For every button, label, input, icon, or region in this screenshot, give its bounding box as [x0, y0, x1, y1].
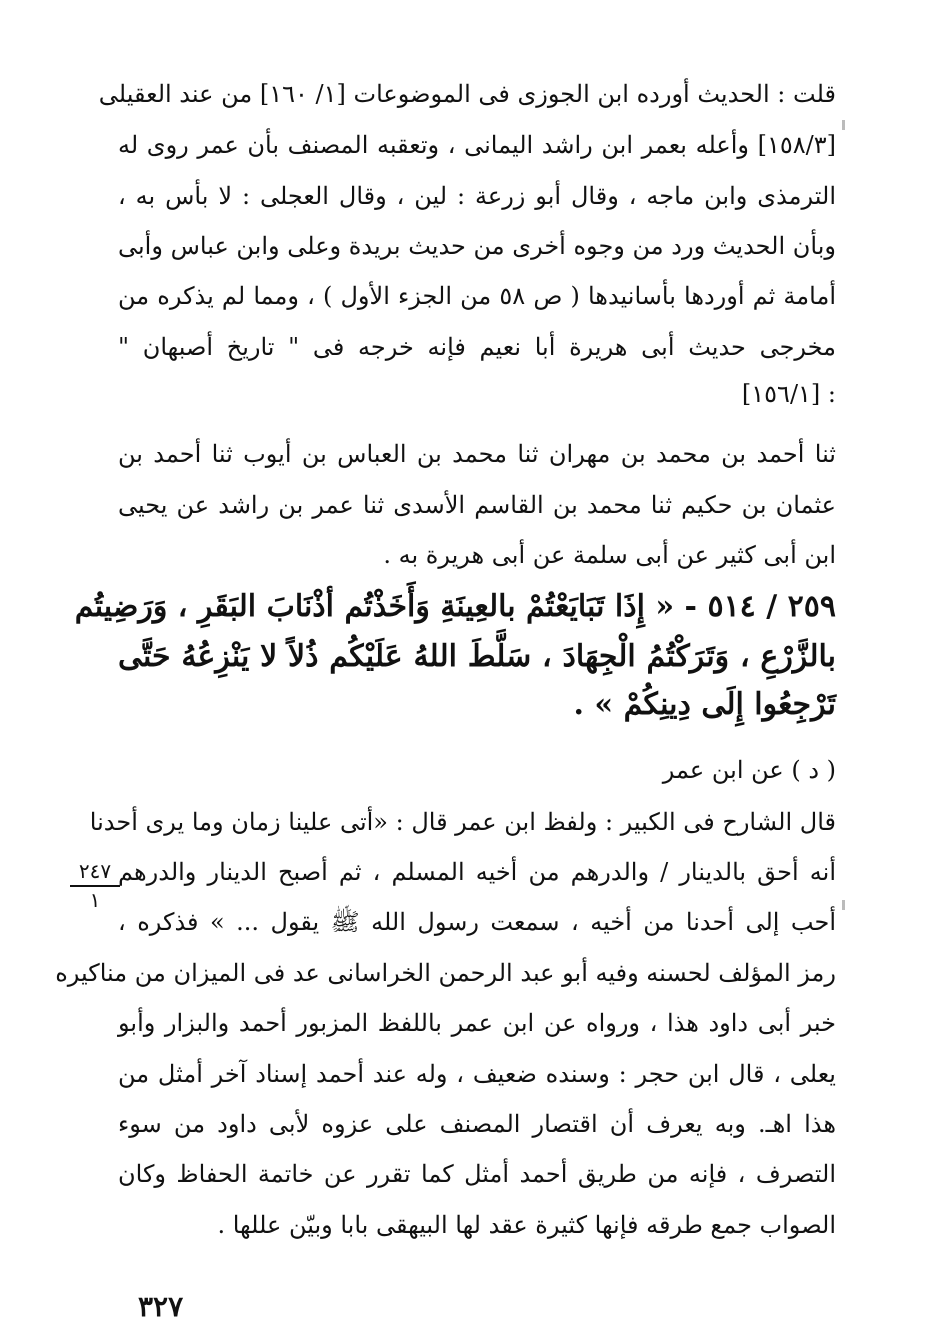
- scan-mark: [842, 120, 845, 130]
- commentary-line: هذا اهـ. وبه يعرف أن اقتصار المصنف على عزوه لأبى داود من سوء: [118, 1110, 836, 1138]
- commentary-line: أنه أحق بالدينار / والدرهم من أخيه المسلم ، ثم أصبح الدينار والدرهم: [118, 858, 836, 886]
- commentary-line: الصواب جمع طرقه فإنها كثيرة عقد لها البيهقى بابا وبيّن عللها .: [217, 1211, 836, 1239]
- commentary-line: أحب إلى أحدنا من أخيه ، سمعت رسول الله ﷺ يقول ... » فذكره ،: [118, 908, 836, 936]
- commentary-line: التصرف ، فإنه من طريق أحمد أمثل كما تقرر عن خاتمة الحفاظ وكان: [118, 1160, 836, 1188]
- margin-page-number: ٢٤٧: [70, 858, 120, 887]
- commentary-line: أمامة ثم أوردها بأسانيدها ( ص ٥٨ من الجزء الأول ) ، ومما لم يذكره من: [118, 282, 836, 310]
- hadith-line: تَرْجِعُوا إِلَى دِينِكُمْ » .: [573, 687, 836, 722]
- isnad-line: ثنا أحمد بن محمد بن مهران ثنا محمد بن العباس بن أيوب ثنا أحمد بن: [118, 440, 836, 468]
- commentary-line: : [١٥٦/١]: [741, 380, 836, 408]
- commentary-line: مخرجى حديث أبى هريرة أبا نعيم فإنه خرجه فى " تاريخ أصبهان ": [118, 333, 836, 361]
- margin-volume-number: ١: [89, 888, 101, 912]
- scan-mark: [842, 900, 845, 910]
- hadith-line: بالزَّرْعِ ، وَتَرَكْتُمُ الْجِهَادَ ، سَلَّطَ اللهُ عَلَيْكُم ذُلاً لا يَنْزِعُهُ حَتَّى: [118, 639, 836, 674]
- commentary-line: وبأن الحديث ورد من وجوه أخرى من حديث بريدة وعلى وابن عباس وأبى: [118, 232, 836, 260]
- commentary-line: [١٥٨/٣] وأعله بعمر ابن راشد اليمانى ، وتعقبه المصنف بأن عمر روى له: [118, 131, 836, 159]
- margin-page-reference: [70, 858, 120, 913]
- commentary-line: قال الشارح فى الكبير : ولفظ ابن عمر قال : «أتى علينا زمان وما يرى أحدنا: [89, 808, 836, 836]
- commentary-line: خبر أبى داود هذا ، ورواه عن ابن عمر باللفظ المزبور أحمد والبزار وأبو: [118, 1009, 836, 1037]
- isnad-line: عثمان بن حكيم ثنا محمد بن القاسم الأسدى ثنا عمر بن راشد عن يحيى: [118, 491, 836, 519]
- commentary-line: قلت : الحديث أورده ابن الجوزى فى الموضوعات [١/ ١٦٠] من عند العقيلى: [98, 80, 836, 108]
- page-number: ٣٢٧: [138, 1290, 184, 1323]
- commentary-line: يعلى ، قال ابن حجر : وسنده ضعيف ، وله عند أحمد إسناد آخر أمثل من: [118, 1060, 836, 1088]
- source-heading: ( د ) عن ابن عمر: [662, 756, 836, 784]
- commentary-line: رمز المؤلف لحسنه وفيه أبو عبد الرحمن الخراسانى عد فى الميزان من مناكيره: [55, 959, 836, 987]
- hadith-line: ٢٥٩ / ٥١٤ - « إِذَا تَبَايَعْتُمْ بالعِينَةِ وَأَخَذْتُم أذْنَابَ البَقَرِ ، وَرَضِيتُم: [74, 589, 836, 624]
- isnad-line: ابن أبى كثير عن أبى سلمة عن أبى هريرة به .: [383, 541, 836, 569]
- commentary-line: الترمذى وابن ماجه ، وقال أبو زرعة : لين ، وقال العجلى : لا بأس به ،: [118, 182, 836, 210]
